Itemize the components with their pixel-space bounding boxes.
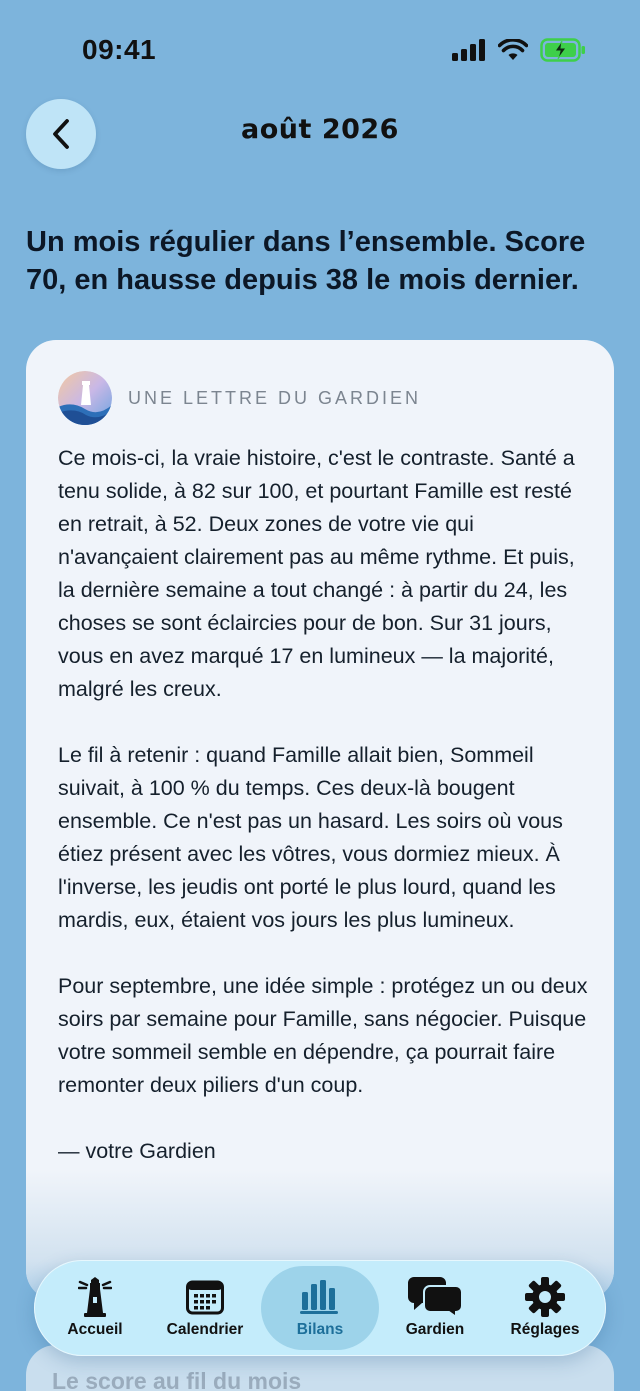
page-title: août 2026: [241, 114, 399, 145]
status-bar: [0, 0, 640, 100]
battery-charging-icon: [540, 38, 586, 62]
tab-gardien[interactable]: [381, 1266, 489, 1350]
letter-paragraph: Pour septembre, une idée simple : protégez un ou deux soirs par semaine pour Famille, sans négocier. Puisque votre sommeil semble en dépendre, ça pourrait faire remonter deux piliers d'un coup.: [58, 974, 588, 1097]
tab-label: Réglages: [510, 1321, 580, 1338]
wifi-icon: [498, 39, 528, 61]
tab-label: Accueil: [67, 1321, 123, 1338]
lighthouse-icon: [78, 1277, 112, 1317]
letter-paragraph: Ce mois-ci, la vraie histoire, c'est le contraste. Santé a tenu solide, à 82 sur 100, et pourtant Famille est resté en retrait, à 52. Deux zones de votre vie qui n'avançaient clairement pas au même rythme. Et puis, la dernière semaine a tout changé : à partir du 24, les choses se sont éclaircies pour de bon. Sur 31 jours, vous en avez marqué 17 en lumineux — la majorité, malgré les creux.: [58, 446, 575, 701]
gear-icon: [525, 1277, 565, 1317]
tab-accueil[interactable]: [41, 1266, 149, 1350]
letter-signoff: — votre Gardien: [58, 1139, 216, 1163]
guardian-letter-card: [26, 340, 614, 1300]
score-chart-title: Le score au fil du mois: [52, 1368, 302, 1391]
status-time: 09:41: [82, 34, 157, 65]
guardian-logo-icon: [58, 371, 112, 425]
tab-bar: [34, 1260, 606, 1356]
calendar-icon: [186, 1279, 224, 1315]
letter-heading: UNE LETTRE DU GARDIEN: [128, 387, 422, 408]
tab-label: Bilans: [296, 1321, 344, 1338]
tab-bilans[interactable]: [261, 1266, 379, 1350]
chat-bubbles-icon: [408, 1277, 462, 1317]
cellular-signal-icon: [452, 39, 486, 61]
tab-reglages[interactable]: [491, 1266, 599, 1350]
month-summary: Un mois régulier dans l’ensemble. Score 70, en hausse depuis 38 le mois dernier.: [26, 226, 586, 296]
letter-paragraph: Le fil à retenir : quand Famille allait bien, Sommeil suivait, à 100 % du temps. Ces deux-là bougent ensemble. Ce n'est pas un hasard. Les soirs où vous étiez présent avec les vôtres, vous dormiez mieux. À l'inverse, les jeudis ont porté le plus lourd, quand les mardis, eux, étaient vos jours les plus lumineux.: [58, 743, 563, 932]
status-icons: [452, 38, 586, 62]
tab-label: Gardien: [405, 1321, 465, 1338]
letter-header: [58, 371, 421, 425]
letter-body: [58, 442, 588, 1168]
bar-chart-icon: [300, 1280, 340, 1314]
tab-label: Calendrier: [166, 1321, 244, 1338]
tab-calendrier[interactable]: [151, 1266, 259, 1350]
